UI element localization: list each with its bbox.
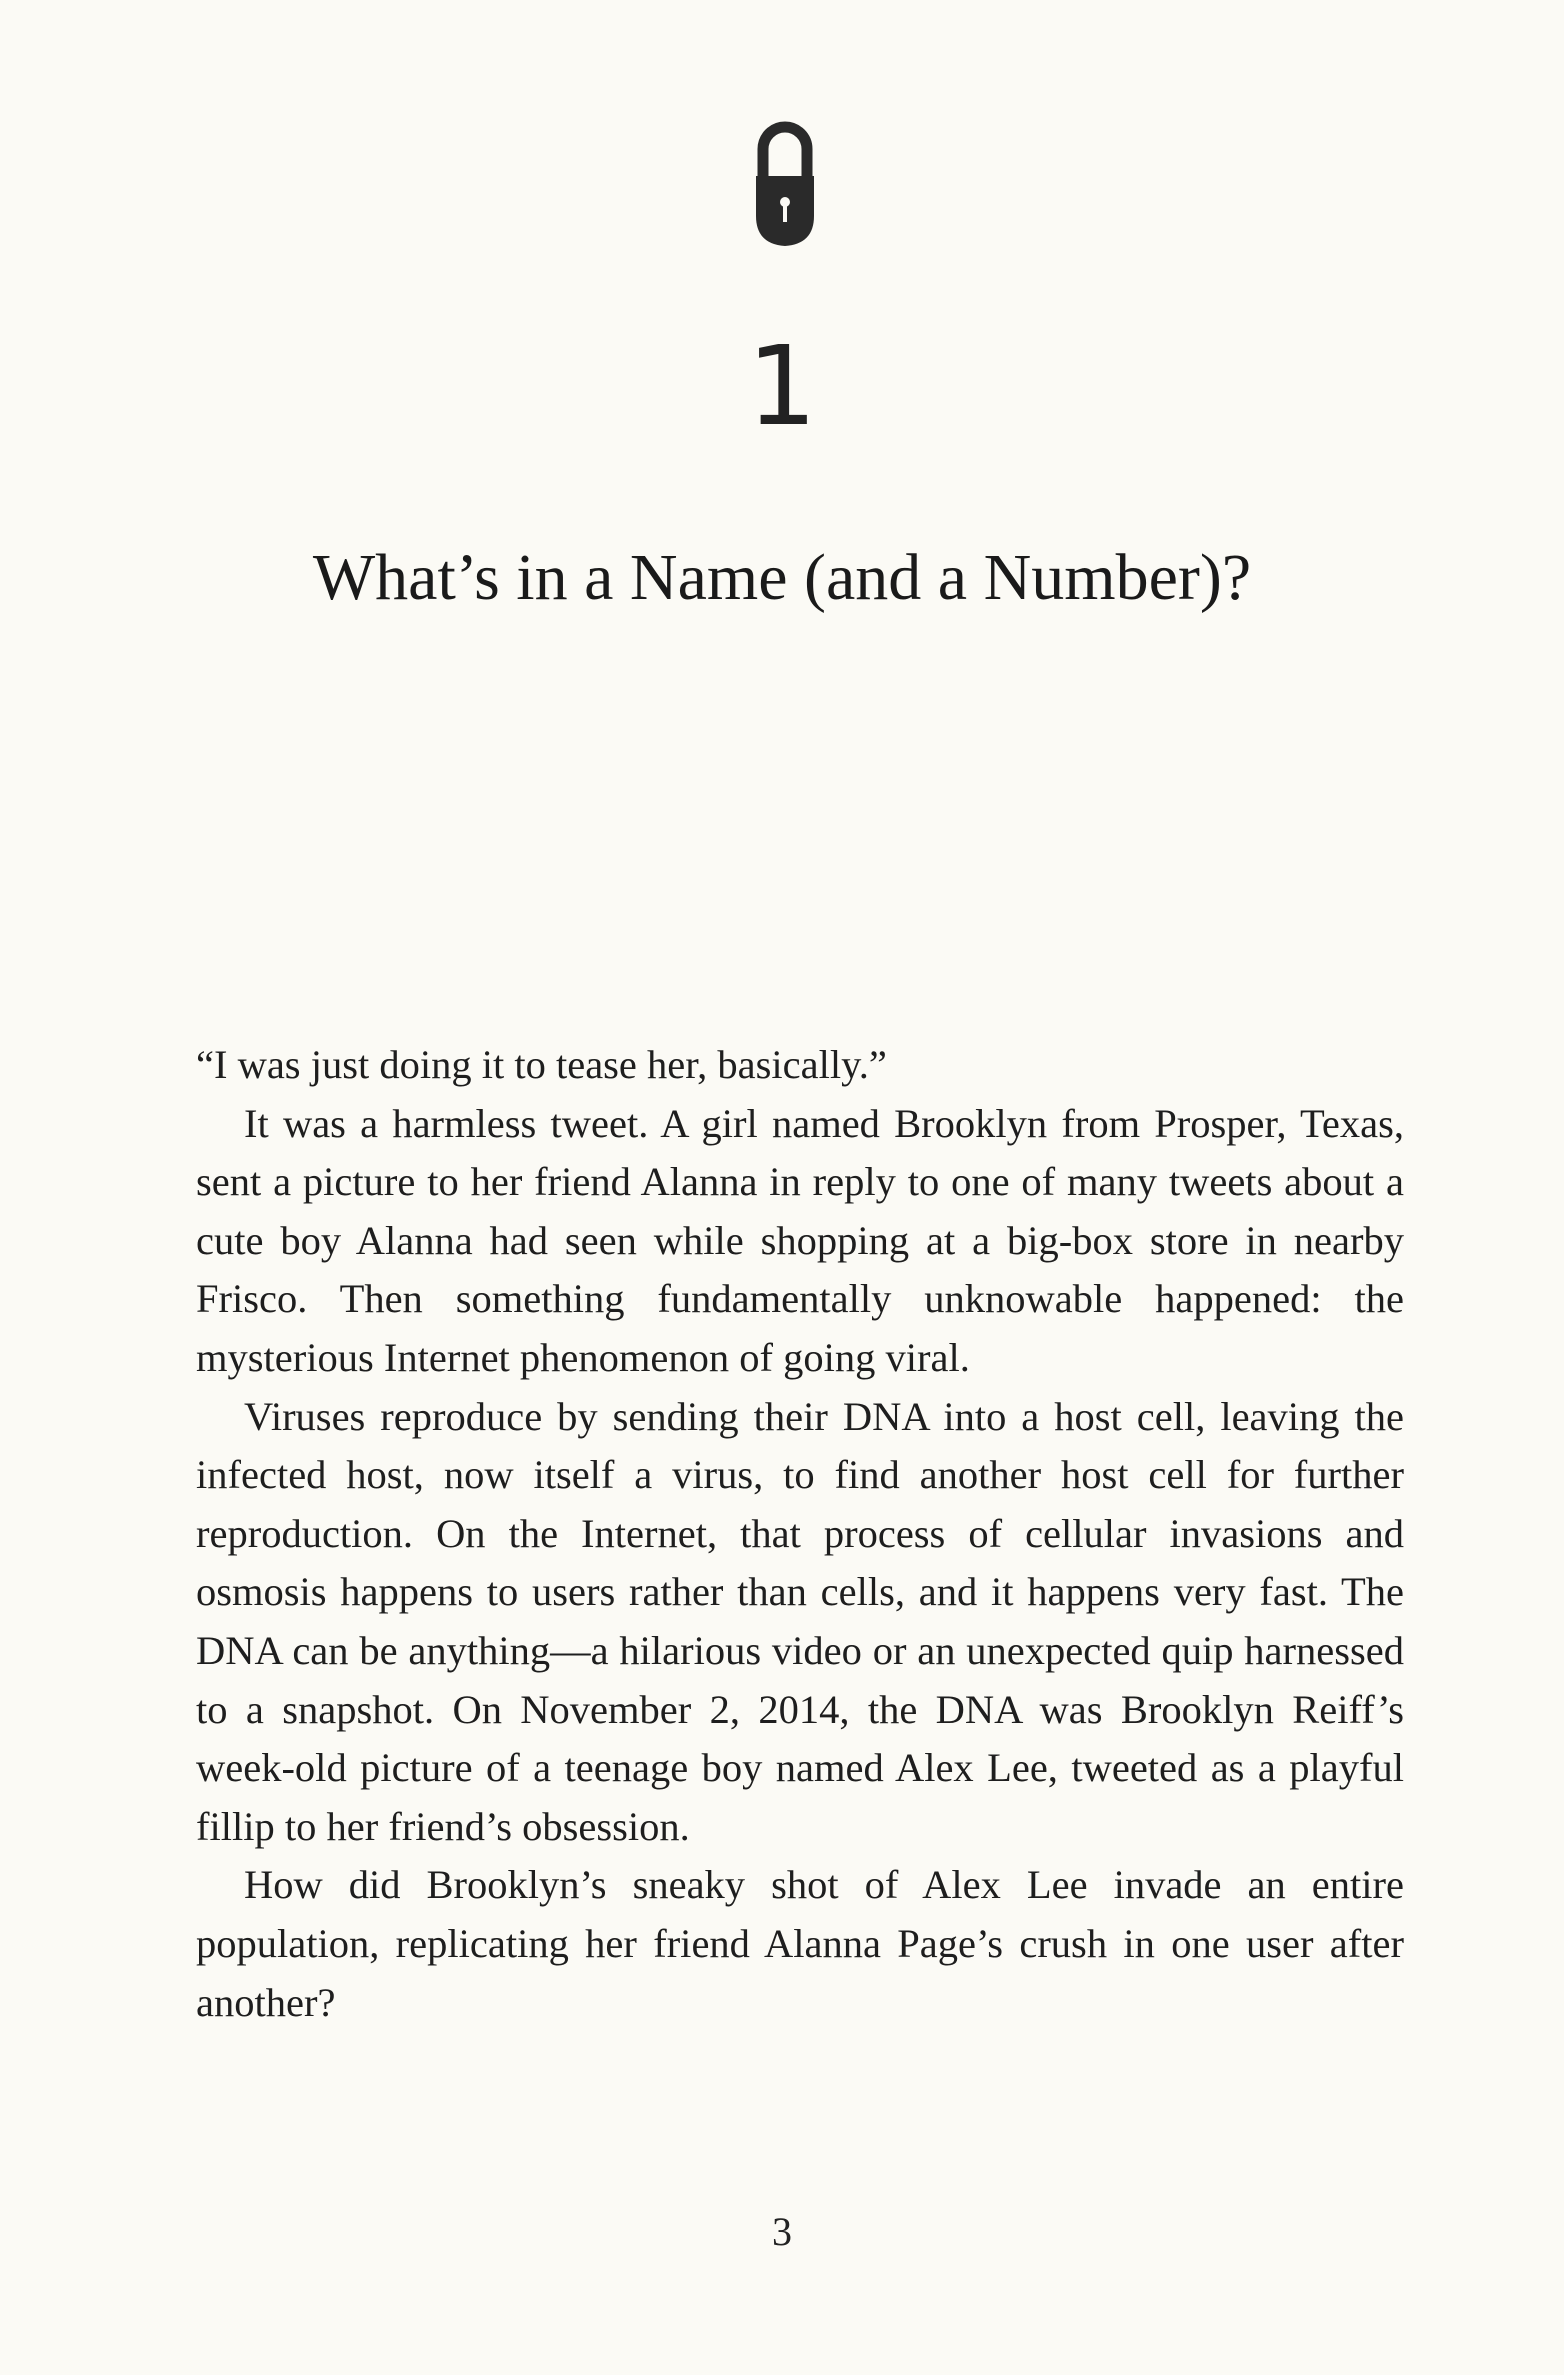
chapter-title: What’s in a Name (and a Number)? — [312, 541, 1252, 615]
paragraph: How did Brooklyn’s sneaky shot of Alex Lee invade an entire population, replicating her friend Alanna Page’s crush in one user after another? — [196, 1862, 1404, 2025]
paragraph: “I was just doing it to tease her, basically.” — [196, 1042, 887, 1087]
chapter-number: 1 — [747, 322, 817, 450]
page-number: 3 — [772, 2209, 792, 2254]
body-text — [196, 1036, 1404, 2032]
paragraph: It was a harmless tweet. A girl named Brooklyn from Prosper, Texas, sent a picture to her friend Alanna in reply to one of many tweets about a cute boy Alanna had seen while shopping at a big-box store in nearby Frisco. Then something fundamentally unknowable happened: the mysterious Internet phenomenon of going viral. — [196, 1100, 1404, 1380]
padlock-icon — [754, 118, 816, 248]
paragraph: Viruses reproduce by sending their DNA into a host cell, leaving the infected host, now itself a virus, to find another host cell for further reproduction. On the Internet, that process of cellular invasions and osmosis happens to users rather than cells, and it happens very fast. The DNA can be anything—a hilarious video or an unexpected quip harnessed to a snapshot. On November 2, 2014, the DNA was Brooklyn Reiff’s week-old picture of a teenage boy named Alex Lee, tweeted as a playful fillip to her friend’s obsession. — [196, 1393, 1404, 1849]
